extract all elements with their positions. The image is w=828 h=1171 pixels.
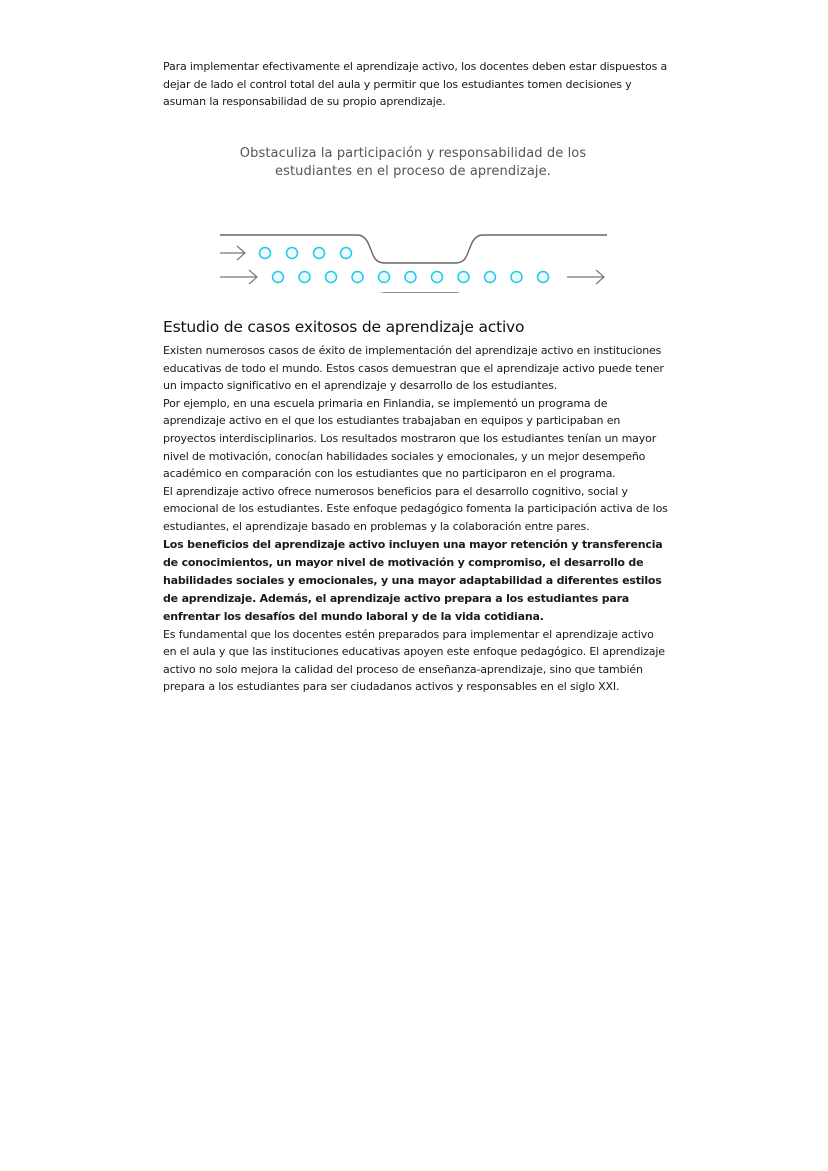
flow-arrow xyxy=(567,270,604,284)
participant-dot xyxy=(299,272,310,283)
participant-dot xyxy=(314,248,325,259)
paragraph-conclusion: Es fundamental que los docentes estén preparados para implementar el aprendizaje activo en el aula y que las instituciones educativas apoyen este enfoque pedagógico. El aprendizaje activo no solo mejora la calidad del proceso de enseñanza-aprendizaje, sino que también prepara a los estudiantes para ser ciudadanos activos y responsables en el siglo XXI. xyxy=(163,627,665,694)
paragraph-finland: Por ejemplo, en una escuela primaria en Finlandia, se implementó un programa de aprendizaje activo en el que los estudiantes trabajaban en equipos y participaban en proyectos interdisciplinarios. Los resultados mostraron que los estudiantes tenían un mayor nivel de motivación, conocían habilidades sociales y emocionales, y un mejor desempeño académico en comparación con los estudiantes que no participaron en el programa. xyxy=(163,396,657,481)
participant-dot xyxy=(432,272,443,283)
section-heading: Estudio de casos exitosos de aprendizaje activo xyxy=(163,318,525,336)
participant-dot xyxy=(352,272,363,283)
participant-dot xyxy=(287,248,298,259)
intro-paragraph: Para implementar efectivamente el aprendizaje activo, los docentes deben estar dispuestos a dejar de lado el control total del aula y permitir que los estudiantes tomen decisiones y asuman la responsabilidad de su propio aprendizaje. xyxy=(163,60,668,109)
figure-title-line-2: estudiantes en el proceso de aprendizaje. xyxy=(275,164,551,179)
case-study-section xyxy=(163,316,669,696)
paragraph-cases: Existen numerosos casos de éxito de implementación del aprendizaje activo en instituciones educativas de todo el mundo. Estos casos demuestran que el aprendizaje activo puede tener un impacto significativo en el aprendizaje y desarrollo de los estudiantes. xyxy=(163,344,664,393)
participant-dot xyxy=(458,272,469,283)
paragraph-benefits: El aprendizaje activo ofrece numerosos beneficios para el desarrollo cognitivo, social y emocional de los estudiantes. Este enfoque pedagógico fomenta la participación activa de los estudiantes, el aprendizaje basado en problemas y la colaboración entre pares. xyxy=(163,484,668,533)
participant-dot xyxy=(326,272,337,283)
flow-arrow xyxy=(220,270,257,284)
participant-dot xyxy=(341,248,352,259)
bottleneck-diagram xyxy=(217,193,609,293)
participant-dot xyxy=(273,272,284,283)
participant-dot xyxy=(538,272,549,283)
participant-dot xyxy=(485,272,496,283)
participant-dot xyxy=(379,272,390,283)
figure-title xyxy=(217,145,609,181)
flow-arrow xyxy=(220,246,245,260)
participant-dot xyxy=(405,272,416,283)
figure-title-line-1: Obstaculiza la participación y responsabilidad de los xyxy=(239,146,587,161)
participant-dot xyxy=(260,248,271,259)
bottleneck-figure xyxy=(217,145,609,293)
participant-dot xyxy=(511,272,522,283)
paragraph-benefits-bold: Los beneficios del aprendizaje activo incluyen una mayor retención y transferencia de conocimientos, un mayor nivel de motivación y compromiso, el desarrollo de habilidades sociales y emocionales, y una mayor adaptabilidad a diferentes estilos de aprendizaje. Además, el aprendizaje activo prepara a los estudiantes para enfrentar los desafíos del mundo laboral y de la vida cotidiana. xyxy=(163,537,663,623)
top-wall xyxy=(220,235,607,263)
